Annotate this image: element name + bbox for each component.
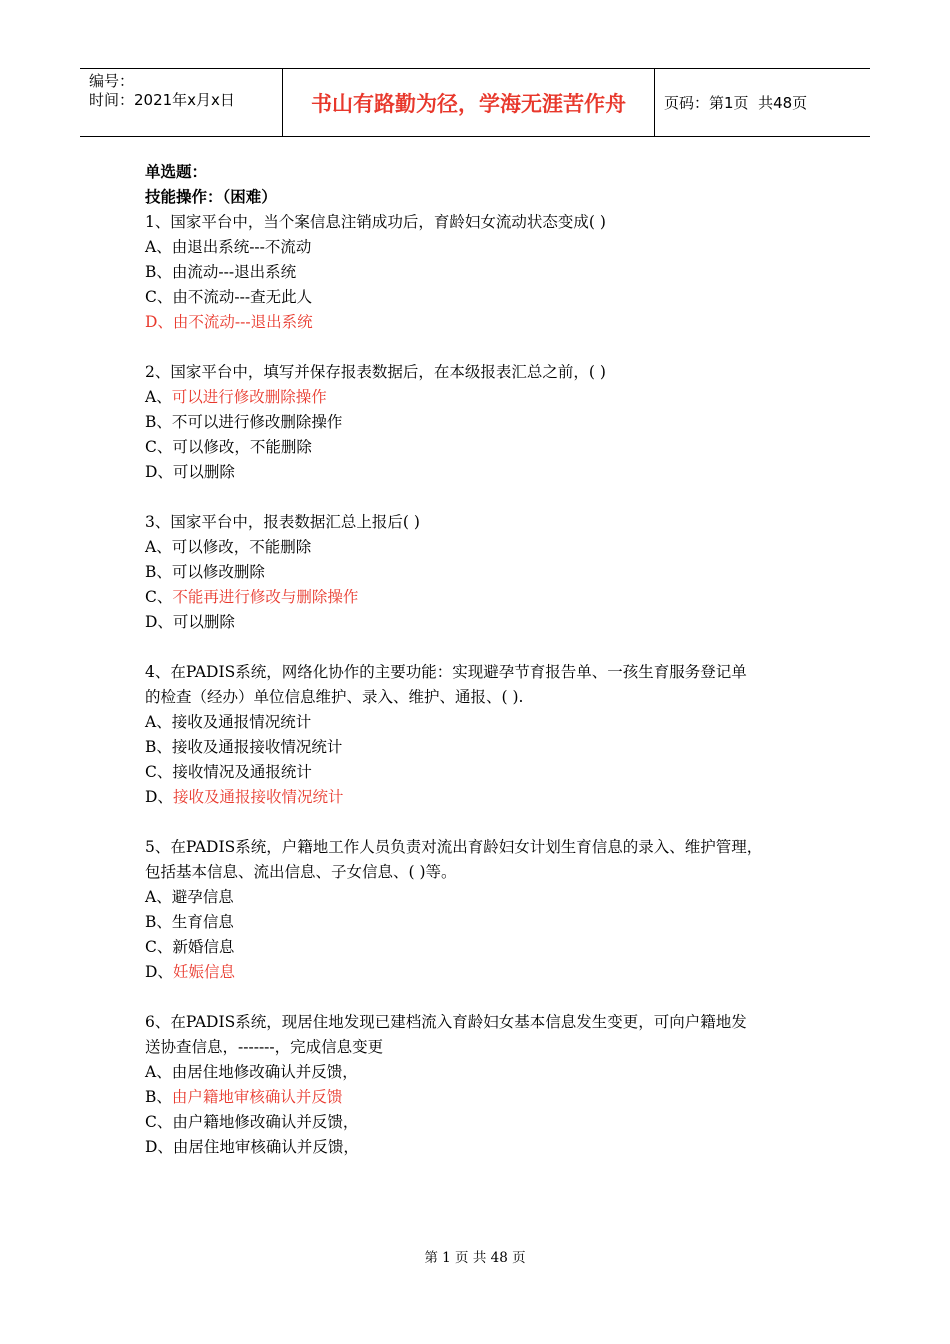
question-text-continued: 包括基本信息、流出信息、子女信息、( )等。: [145, 863, 457, 881]
question-2: [145, 360, 825, 485]
option-c: C、接收情况及通报统计: [145, 763, 312, 781]
document-body: [145, 160, 825, 1160]
section-title: 单选题：: [145, 163, 208, 181]
spacer: [145, 635, 825, 660]
option-b: B、生育信息: [145, 913, 234, 931]
option-d-answer: D、妊娠信息: [145, 963, 235, 981]
option-d: D、可以删除: [145, 463, 235, 481]
question-text: 5、在PADIS系统，户籍地工作人员负责对流出育龄妇女计划生育信息的录入、维护管理，: [145, 838, 763, 856]
option-d: D、由居住地审核确认并反馈，: [145, 1138, 359, 1156]
page-header: [80, 68, 870, 137]
option-d-answer: D、接收及通报接收情况统计: [145, 788, 344, 806]
spacer: [145, 810, 825, 835]
header-meta: [80, 69, 282, 136]
option-c: C、可以修改，不能删除: [145, 438, 312, 456]
option-d-answer: D、由不流动---退出系统: [145, 313, 313, 331]
question-text-continued: 的检查（经办）单位信息维护、录入、维护、通报、( ).: [145, 688, 524, 706]
option-a: A、避孕信息: [145, 888, 234, 906]
option-b: B、接收及通报接收情况统计: [145, 738, 343, 756]
option-a: A、由居住地修改确认并反馈，: [145, 1063, 358, 1081]
option-c: C、由户籍地修改确认并反馈，: [145, 1113, 359, 1131]
question-5: [145, 835, 825, 985]
number-label: 编号：: [89, 72, 135, 90]
option-b: B、由流动---退出系统: [145, 263, 297, 281]
question-text: 4、在PADIS系统，网络化协作的主要功能：实现避孕节育报告单、一孩生育服务登记单: [145, 663, 747, 681]
option-c: C、由不流动---查无此人: [145, 288, 313, 306]
question-text: 6、在PADIS系统，现居住地发现已建档流入育龄妇女基本信息发生变更，可向户籍地发: [145, 1013, 747, 1031]
option-a: A、由退出系统---不流动: [145, 238, 312, 256]
question-4: [145, 660, 825, 810]
question-text: 3、国家平台中，报表数据汇总上报后( ): [145, 513, 420, 531]
question-text: 2、国家平台中，填写并保存报表数据后，在本级报表汇总之前，( ): [145, 363, 606, 381]
spacer: [145, 335, 825, 360]
option-a-answer: A、可以进行修改删除操作: [145, 388, 327, 406]
question-text-continued: 送协查信息，-------，完成信息变更: [145, 1038, 384, 1056]
header-page-info: [655, 69, 870, 136]
option-a: A、可以修改，不能删除: [145, 538, 312, 556]
option-c: C、新婚信息: [145, 938, 235, 956]
option-b-answer: B、由户籍地审核确认并反馈: [145, 1088, 343, 1106]
question-text: 1、国家平台中，当个案信息注销成功后，育龄妇女流动状态变成( ): [145, 213, 606, 231]
question-1: [145, 210, 825, 335]
header-motto: 书山有路勤为径，学海无涯苦作舟: [282, 69, 655, 136]
option-a: A、接收及通报情况统计: [145, 713, 312, 731]
question-3: [145, 510, 825, 635]
section-subtitle: 技能操作：（困难）: [145, 188, 277, 206]
spacer: [145, 485, 825, 510]
page-footer: 第 1 页 共 48 页: [424, 1250, 526, 1266]
spacer: [145, 985, 825, 1010]
page-info-text: 页码：第1页 共48页: [664, 94, 808, 112]
option-b: B、不可以进行修改删除操作: [145, 413, 343, 431]
time-label: 时间：2021年x月x日: [89, 91, 235, 109]
option-b: B、可以修改删除: [145, 563, 265, 581]
question-6: [145, 1010, 825, 1160]
option-d: D、可以删除: [145, 613, 235, 631]
option-c-answer: C、不能再进行修改与删除操作: [145, 588, 359, 606]
